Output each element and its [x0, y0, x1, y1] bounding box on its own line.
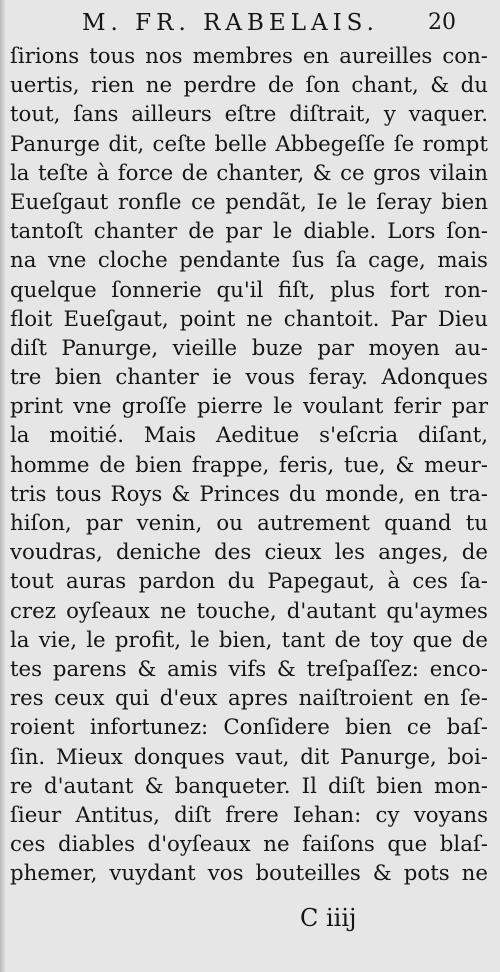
running-title: M. FR. RABELAIS. — [82, 10, 379, 36]
text-line: re d'autant & banqueter. Il diſt bien mon- — [10, 773, 488, 799]
text-line: la teſte à force de chanter, & ce gros vilain — [10, 160, 488, 186]
text-line: tantoſt chanter de par le diable. Lors ſon- — [10, 219, 488, 245]
body-text — [10, 42, 488, 888]
gutter-shadow — [0, 0, 6, 972]
page-header — [0, 4, 500, 40]
text-line: ſin. Mieux donques vaut, dit Panurge, boi- — [10, 744, 488, 770]
text-line: res ceux qui d'eux apres naiſtroient en ſe- — [10, 686, 488, 712]
text-line: voudras, deniche des cieux les anges, de — [10, 540, 488, 566]
text-line: tris tous Roys & Princes du monde, en tra- — [10, 481, 488, 507]
text-line: uertis, rien ne perdre de ſon chant, & du — [10, 73, 488, 99]
text-line: la vie, le profit, le bien, tant de toy que de — [10, 627, 488, 653]
text-line: crez oyſeaux ne touche, d'autant qu'aymes — [10, 598, 488, 624]
text-line: print vne groſſe pierre le voulant ferir par — [10, 394, 488, 420]
page-number: 20 — [428, 10, 456, 35]
text-line: tes parens & amis vifs & treſpaſſez: enco- — [10, 656, 488, 682]
text-line: Eueſgaut ronfle ce pendãt, Ie le ſeray bien — [10, 189, 488, 215]
text-line: ſirions tous nos membres en aureilles con- — [10, 44, 488, 69]
text-line: floit Eueſgaut, point ne chantoit. Par Dieu — [10, 306, 488, 332]
text-line: ces diables d'oyſeaux ne faiſons que blaſ- — [10, 832, 488, 858]
text-line: na vne cloche pendante ſus ſa cage, mais — [10, 248, 488, 274]
text-line: tout, ſans ailleurs eſtre diſtrait, y vaquer. — [10, 102, 488, 128]
text-line: tout auras pardon du Papegaut, à ces ſa- — [10, 569, 488, 595]
signature-mark: C iiij — [300, 904, 357, 932]
text-line: quelque ſonnerie qu'il fiſt, plus fort ron- — [10, 277, 488, 303]
text-line: phemer, vuydant vos bouteilles & pots ne — [10, 861, 488, 887]
text-line: ſieur Antitus, diſt frere Iehan: cy voyans — [10, 802, 488, 828]
text-line: Panurge dit, ceſte belle Abbegeſſe ſe rompt — [10, 131, 488, 157]
text-line: la moitié. Mais Aeditue s'eſcria diſant, — [10, 423, 488, 449]
text-line: diſt Panurge, vieille buze par moyen au- — [10, 335, 488, 361]
text-line: homme de bien frappe, feris, tue, & meur- — [10, 452, 488, 478]
text-line: hiſon, par venin, ou autrement quand tu — [10, 511, 488, 536]
text-line: roient infortunez: Conſidere bien ce baſ- — [10, 715, 488, 741]
text-line: tre bien chanter ie vous feray. Adonques — [10, 365, 488, 391]
